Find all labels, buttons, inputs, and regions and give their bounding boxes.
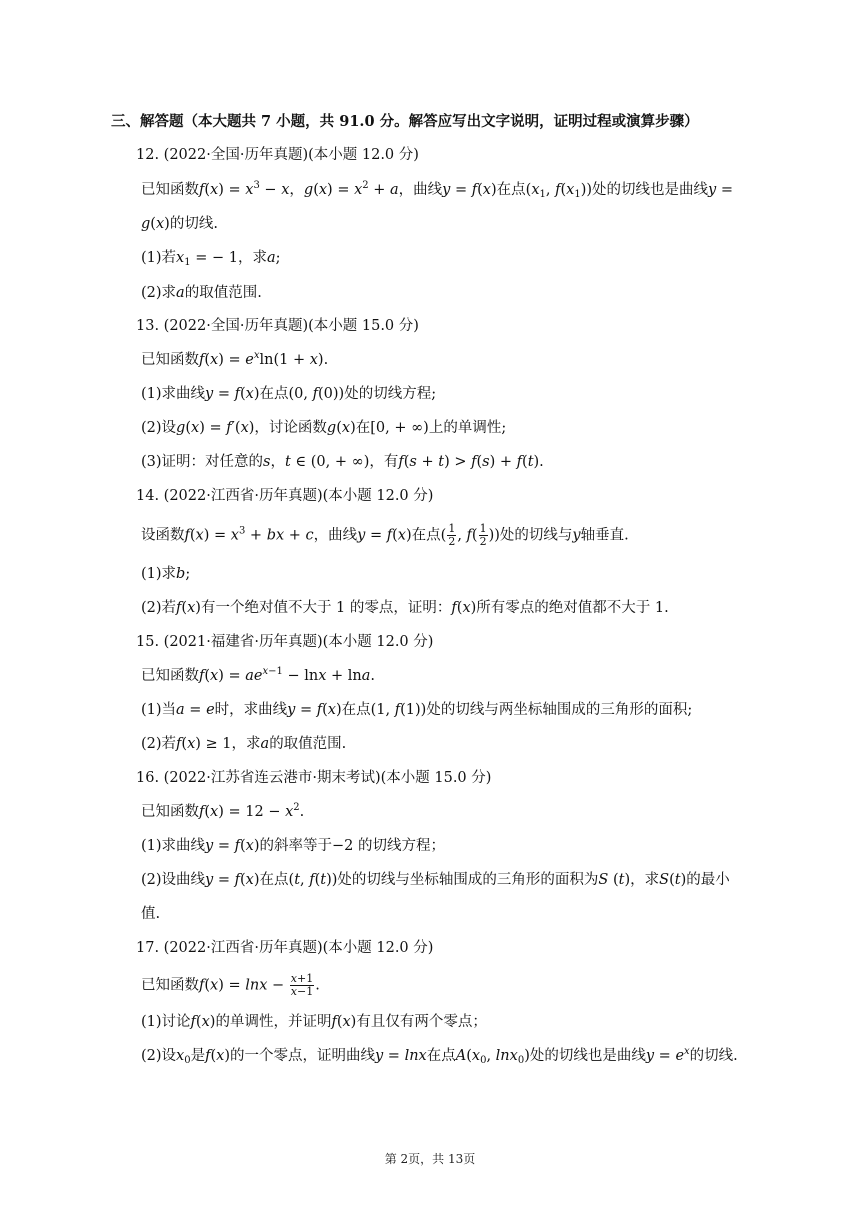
q15-header: 15. (2021·福建省·历年真题)(本小题 12.0 分) xyxy=(136,634,434,650)
q15-part2: (2)若f(x) ≥ 1，求a的取值范围. xyxy=(141,736,347,752)
q13-part3: (3)证明：对任意的s，t ∈ (0, + ∞)，有f(s + t) > f(s) + f(t). xyxy=(141,454,544,470)
q14-stem: 设函数$f(x) = x^3$ + bx + c，曲线y = f(x)在点( $\frac{1}{2}$ , f( $\frac{1}{2}$ ))处的切线与y轴垂直. xyxy=(141,522,629,548)
q16-header: 16. (2022·江苏省连云港市·期末考试)(本小题 15.0 分) xyxy=(136,770,492,786)
q12-header: 12. (2022·全国·历年真题)(本小题 12.0 分) xyxy=(136,147,419,163)
q16-part2-line1: (2)设曲线y = f(x)在点(t, f(t))处的切线与坐标轴围成的三角形的面积为S (t)，求S(t)的最小 xyxy=(141,872,730,888)
q13-part2: (2)设g(x) = f′(x)，讨论函数g(x)在[0, + ∞)上的单调性; xyxy=(141,420,507,436)
q17-part2: (2)设$x_0$是f(x)的一个零点，证明曲线y = lnx在点$A(x_0$, lnx$_0$)处的切线也是曲线$y = e^x$的切线. xyxy=(141,1046,738,1066)
q13-header: 13. (2022·全国·历年真题)(本小题 15.0 分) xyxy=(136,318,419,334)
q17-part1: (1)讨论f(x)的单调性，并证明f(x)有且仅有两个零点； xyxy=(141,1014,487,1030)
q14-part2: (2)若f(x)有一个绝对值不大于 1 的零点，证明：f(x)所有零点的绝对值都不大于 1. xyxy=(141,600,669,616)
q17-header: 17. (2022·江西省·历年真题)(本小题 12.0 分) xyxy=(136,940,434,956)
q14-part1: (1)求b; xyxy=(141,566,191,582)
page-footer: 第 2页，共 13页 xyxy=(384,1152,476,1166)
q13-part1: (1)求曲线y = f(x)在点(0, f(0))处的切线方程; xyxy=(141,386,437,402)
q14-header: 14. (2022·江西省·历年真题)(本小题 12.0 分) xyxy=(136,488,434,504)
q16-part1: (1)求曲线y = f(x)的斜率等于−2 的切线方程； xyxy=(141,838,445,854)
q15-stem: 已知函数$f(x) = ae^{x-1} - \ln x + \ln a$. xyxy=(141,666,376,684)
q13-stem: 已知函数$f(x) = e^x\ln(1 + x)$. xyxy=(141,350,329,368)
q17-stem: 已知函数f(x) = lnx − $\frac{x+1}{x-1}$ . xyxy=(141,972,320,998)
q12-part2: (2)求a的取值范围. xyxy=(141,285,262,301)
q12-stem-line1: 已知函数$f(x) = x^3 - x$，$g(x) = x^2 + a$，曲线y = f(x)在点($x_1$, $f(x_1)$)处的切线也是曲线y = xyxy=(141,180,733,200)
q16-part2-line2: 值. xyxy=(141,906,161,922)
q15-part1: (1)当a = e时，求曲线y = f(x)在点(1, f(1))处的切线与两坐标轴围成的三角形的面积; xyxy=(141,702,693,718)
q16-stem: 已知函数$f(x) = 12 - x^2$. xyxy=(141,802,305,820)
section-title: 三、解答题（本大题共 7 小题，共 91.0 分。解答应写出文字说明，证明过程或演算步骤） xyxy=(111,113,699,130)
q12-stem-line2: g(x)的切线. xyxy=(141,216,218,232)
q12-part1: (1)若$x_1$ = − 1，求a; xyxy=(141,250,281,268)
